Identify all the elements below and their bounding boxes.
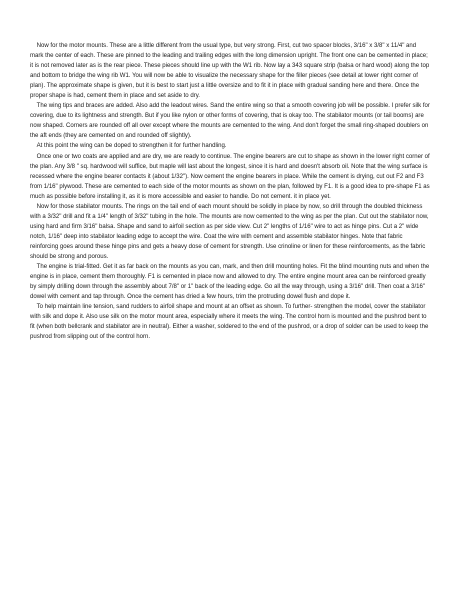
paragraph-engine-bearers: Once one or two coats are applied and are dry, we are ready to continue. The engine bearers are cut to shape as shown in the lower right corner of the plan. Any 3/8 " sq. hardwood will suffice, but maple will last about the longest, since it is hard and doesn't absorb oil. Note that the wing surface is recessed where the engine bearer contacts it (about 1/32"). Now cement the engine bearers in place. While the cement is drying, cut out F2 and F3 from 1/16" plywood. These are cemented to each side of the motor mounts as shown on the plan, followed by F1. It is a good idea to pre-shape F1 as much as possible before installing it, as it is more accessible and easier to handle. Do not cement. it in place yet. bbox=[30, 153, 430, 200]
paragraph-doping: At this point the wing can be doped to strengthen it for further handling. bbox=[36, 143, 227, 150]
paragraph-stabilator-mounts: Now for those stabilator mounts. The rings on the tail end of each mount should be solidly in place by now, so drill through the doubled thickness with a 3/32" drill and fit a 1/4" length of 3/32" tubing in the hole. The mounts are now cemented to the wing as per the plan. Cut out the stabilator now, using hard and firm 3/16" balsa. Shape and sand to airfoil section as per side view. Cut 2" lengths of 1/16" wire to act as hinge pins. Cut a 2" wide notch, 1/16" deep into stabilator leading edge to accept the wire. Coat the wire with cement and assemble stabilator hinges. Note that fabric reinforcing goes around these hinge pins and gets a heavy dose of cement for strength. Use crinoline or linen for these reinforcements, as the fabric should be strong and porous. bbox=[30, 203, 429, 260]
paragraph-line-tension: To help maintain line tension, sand rudders to airfoil shape and mount at an offset as shown. To further- strengthen the model, cover the stabilator with silk and dope it. Also use silk on the motor mount area, especially where it meets the wing. The control horn is mounted and the pushrod bent to fit (when both bellcrank and stabilator are in neutral). Either a washer, soldered to the end of the pushrod, or a drop of solder can be used to keep the pushrod from slipping out of the control horn. bbox=[30, 304, 429, 341]
article-body bbox=[30, 41, 430, 342]
paragraph-motor-mounts: Now for the motor mounts. These are a little different from the usual type, but very strong. First, cut two spacer blocks, 3/16" x 3/8" x 11/4" and mark the center of each. These are pinned to the leading and trailing edges with the long dimension upright. The front one can be cemented in place; it is not removed later as is the rear piece. These pieces should line up with the W1 rib. Now lay a 343 square strip (balsa or hard wood) along the top and bottom to bridge the wing rib W1. You will now be able to visualize the necessary shape for the filler pieces (see detail at lower right corner of plan). The approximate shape is given, but it is best to start just a little oversize and to fit it in place with gradual sanding here and there. Once the proper shape is had, cement them in place and set aside to dry. bbox=[30, 43, 430, 100]
paragraph-engine-fitting: The engine is trial-fitted. Get it as far back on the mounts as you can, mark, and then drill mounting holes. Fit the blind mounting nuts and when the engine is in place, cement them thoroughly. F1 is cemented in place now and allowed to dry. The entire engine mount area can be reinforced greatly by simply drilling down through the assembly about 7/8" or 1" back of the leading edge. Go all the way through, using a 3/16" drill. Then coat a 3/16" dowel with cement and tap through. Once the cement has dried a few hours, trim the protruding dowel flush and dope it. bbox=[30, 264, 430, 301]
paragraph-wing-tips: The wing tips and braces are added. Also add the leadout wires. Sand the entire wing so that a smooth covering job will be possible. I prefer silk for covering, due to its lightness and strength. But if you like nylon or other forms of covering, that is okay too. The stabilator mounts (or tail booms) are now shaped. Corners are rounded off all over except where the mounts are cemented to the wing. And don't forget the small ring-shaped doublers on the aft ends (they are cemented on and rounded off slightly). bbox=[30, 103, 430, 140]
